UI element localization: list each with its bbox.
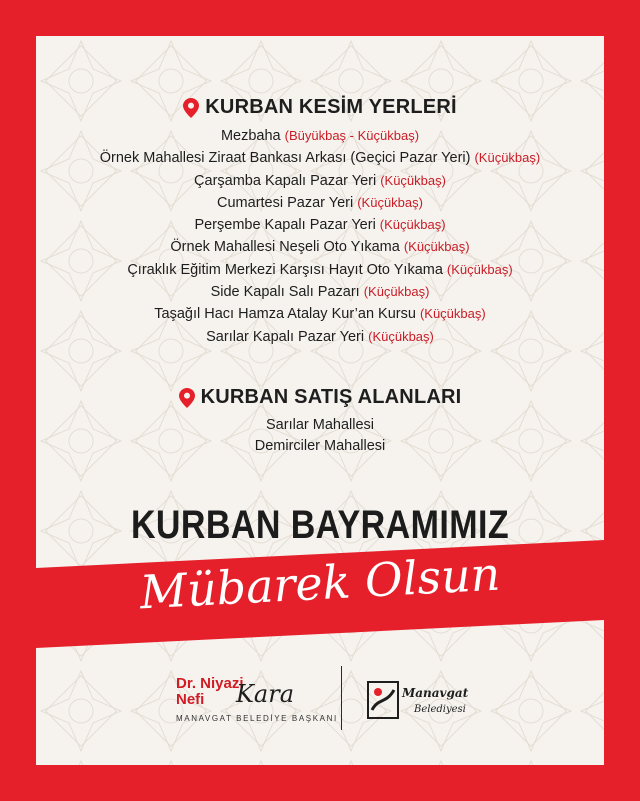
list-item-text: Cumartesi Pazar Yeri bbox=[217, 194, 354, 211]
list-item-text: Çıraklık Eğitim Merkezi Karşısı Hayıt Oto Yıkama bbox=[127, 261, 443, 278]
list-item-tag: (Küçükbaş) bbox=[403, 239, 470, 255]
list-item-tag: (Küçükbaş) bbox=[474, 150, 541, 166]
logo-sub: Belediyesi bbox=[414, 704, 466, 715]
list-item-tag: (Küçükbaş) bbox=[446, 261, 513, 277]
list-item-tag: (Büyükbaş - Küçükbaş) bbox=[284, 128, 420, 143]
red-ribbon bbox=[36, 36, 604, 765]
section-heading-text: KURBAN KESİM YERLERİ bbox=[205, 96, 457, 118]
list-item-text: Taşağıl Hacı Hamza Atalay Kur’an Kursu bbox=[154, 306, 416, 323]
mayor-signature bbox=[176, 676, 336, 723]
list-item-tag: (Küçükbaş) bbox=[363, 284, 430, 300]
list-item-text: Side Kapalı Salı Pazarı bbox=[210, 284, 360, 301]
list-item-tag: (Küçükbaş) bbox=[379, 217, 446, 233]
logo-brand: Manavgat bbox=[402, 686, 469, 700]
list-item-text: Örnek Mahallesi Ziraat Bankası Arkası (Geçici Pazar Yeri) bbox=[99, 150, 471, 167]
list-item: Sarılar Mahallesi bbox=[266, 417, 374, 433]
municipality-logo bbox=[366, 676, 476, 726]
list-item-tag: (Küçükbaş) bbox=[368, 328, 434, 344]
poster-card bbox=[36, 36, 604, 765]
list-item-tag: (Küçükbaş) bbox=[357, 194, 423, 210]
footer bbox=[36, 658, 604, 738]
mayor-role: MANAVGAT BELEDİYE BAŞKANI bbox=[176, 714, 338, 723]
list-item-text: Sarılar Kapalı Pazar Yeri bbox=[206, 328, 365, 345]
list-item: Demirciler Mahallesi bbox=[254, 438, 386, 455]
mayor-surname: Kara bbox=[236, 680, 295, 708]
mayor-name-line1: Dr. Niyazi bbox=[176, 675, 244, 692]
section-heading-text: KURBAN SATIŞ ALANLARI bbox=[200, 386, 462, 408]
page-title: KURBAN BAYRAMIMIZ bbox=[130, 503, 510, 547]
greeting-script: Mübarek Olsun bbox=[138, 546, 502, 620]
list-item-text: Perşembe Kapalı Pazar Yeri bbox=[194, 217, 376, 234]
mayor-name-line2: Nefi bbox=[176, 691, 205, 708]
list-item-tag: (Küçükbaş) bbox=[380, 172, 446, 188]
list-item-text: Örnek Mahallesi Neşeli Oto Yıkama bbox=[170, 239, 400, 256]
list-item-tag: (Küçükbaş) bbox=[419, 306, 486, 322]
footer-divider bbox=[341, 666, 342, 730]
municipality-logo-icon bbox=[366, 680, 400, 720]
list-item-text: Mezbaha bbox=[220, 128, 281, 144]
list-item-text: Çarşamba Kapalı Pazar Yeri bbox=[194, 172, 377, 189]
